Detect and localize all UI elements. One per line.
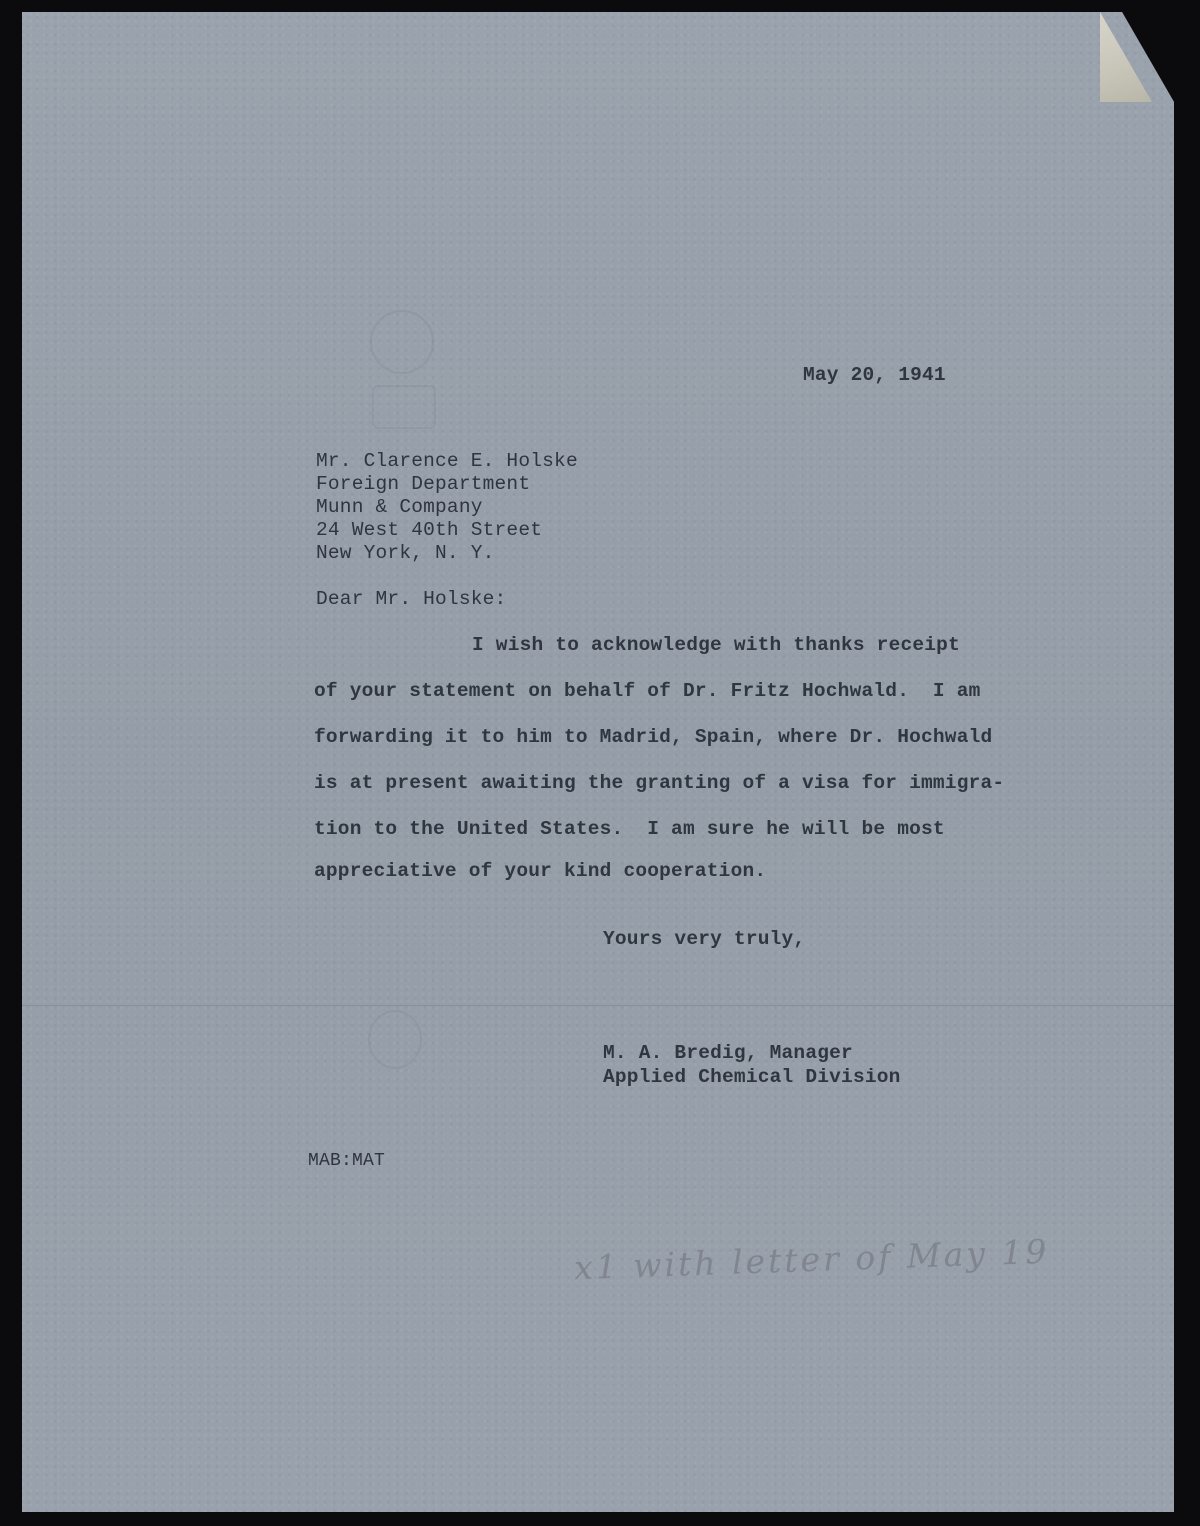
closing: Yours very truly, <box>603 928 806 950</box>
body-line: forwarding it to him to Madrid, Spain, where Dr. Hochwald <box>314 726 993 748</box>
bleed-through-mark <box>368 1010 422 1069</box>
letter-date: May 20, 1941 <box>803 364 946 386</box>
salutation: Dear Mr. Holske: <box>316 588 507 610</box>
address-line: Munn & Company <box>316 496 483 518</box>
address-line: Foreign Department <box>316 473 531 495</box>
bleed-through-mark <box>370 310 434 374</box>
signature-name: M. A. Bredig, Manager <box>603 1042 853 1064</box>
signature-title: Applied Chemical Division <box>603 1066 901 1088</box>
bleed-through-mark <box>372 385 436 429</box>
body-line: tion to the United States. I am sure he will be most <box>314 818 945 840</box>
body-line: I wish to acknowledge with thanks receipt <box>472 634 960 656</box>
address-line: 24 West 40th Street <box>316 519 543 541</box>
address-line: New York, N. Y. <box>316 542 495 564</box>
body-line: of your statement on behalf of Dr. Fritz Hochwald. I am <box>314 680 981 702</box>
paper-sheet <box>22 12 1174 1512</box>
handwritten-note: x1 with letter of May 19 <box>573 1231 1051 1288</box>
address-line: Mr. Clarence E. Holske <box>316 450 578 472</box>
body-line: is at present awaiting the granting of a visa for immigra- <box>314 772 1005 794</box>
fold-crease <box>22 1005 1174 1006</box>
body-line: appreciative of your kind cooperation. <box>314 860 767 882</box>
reference-initials: MAB:MAT <box>308 1151 386 1171</box>
